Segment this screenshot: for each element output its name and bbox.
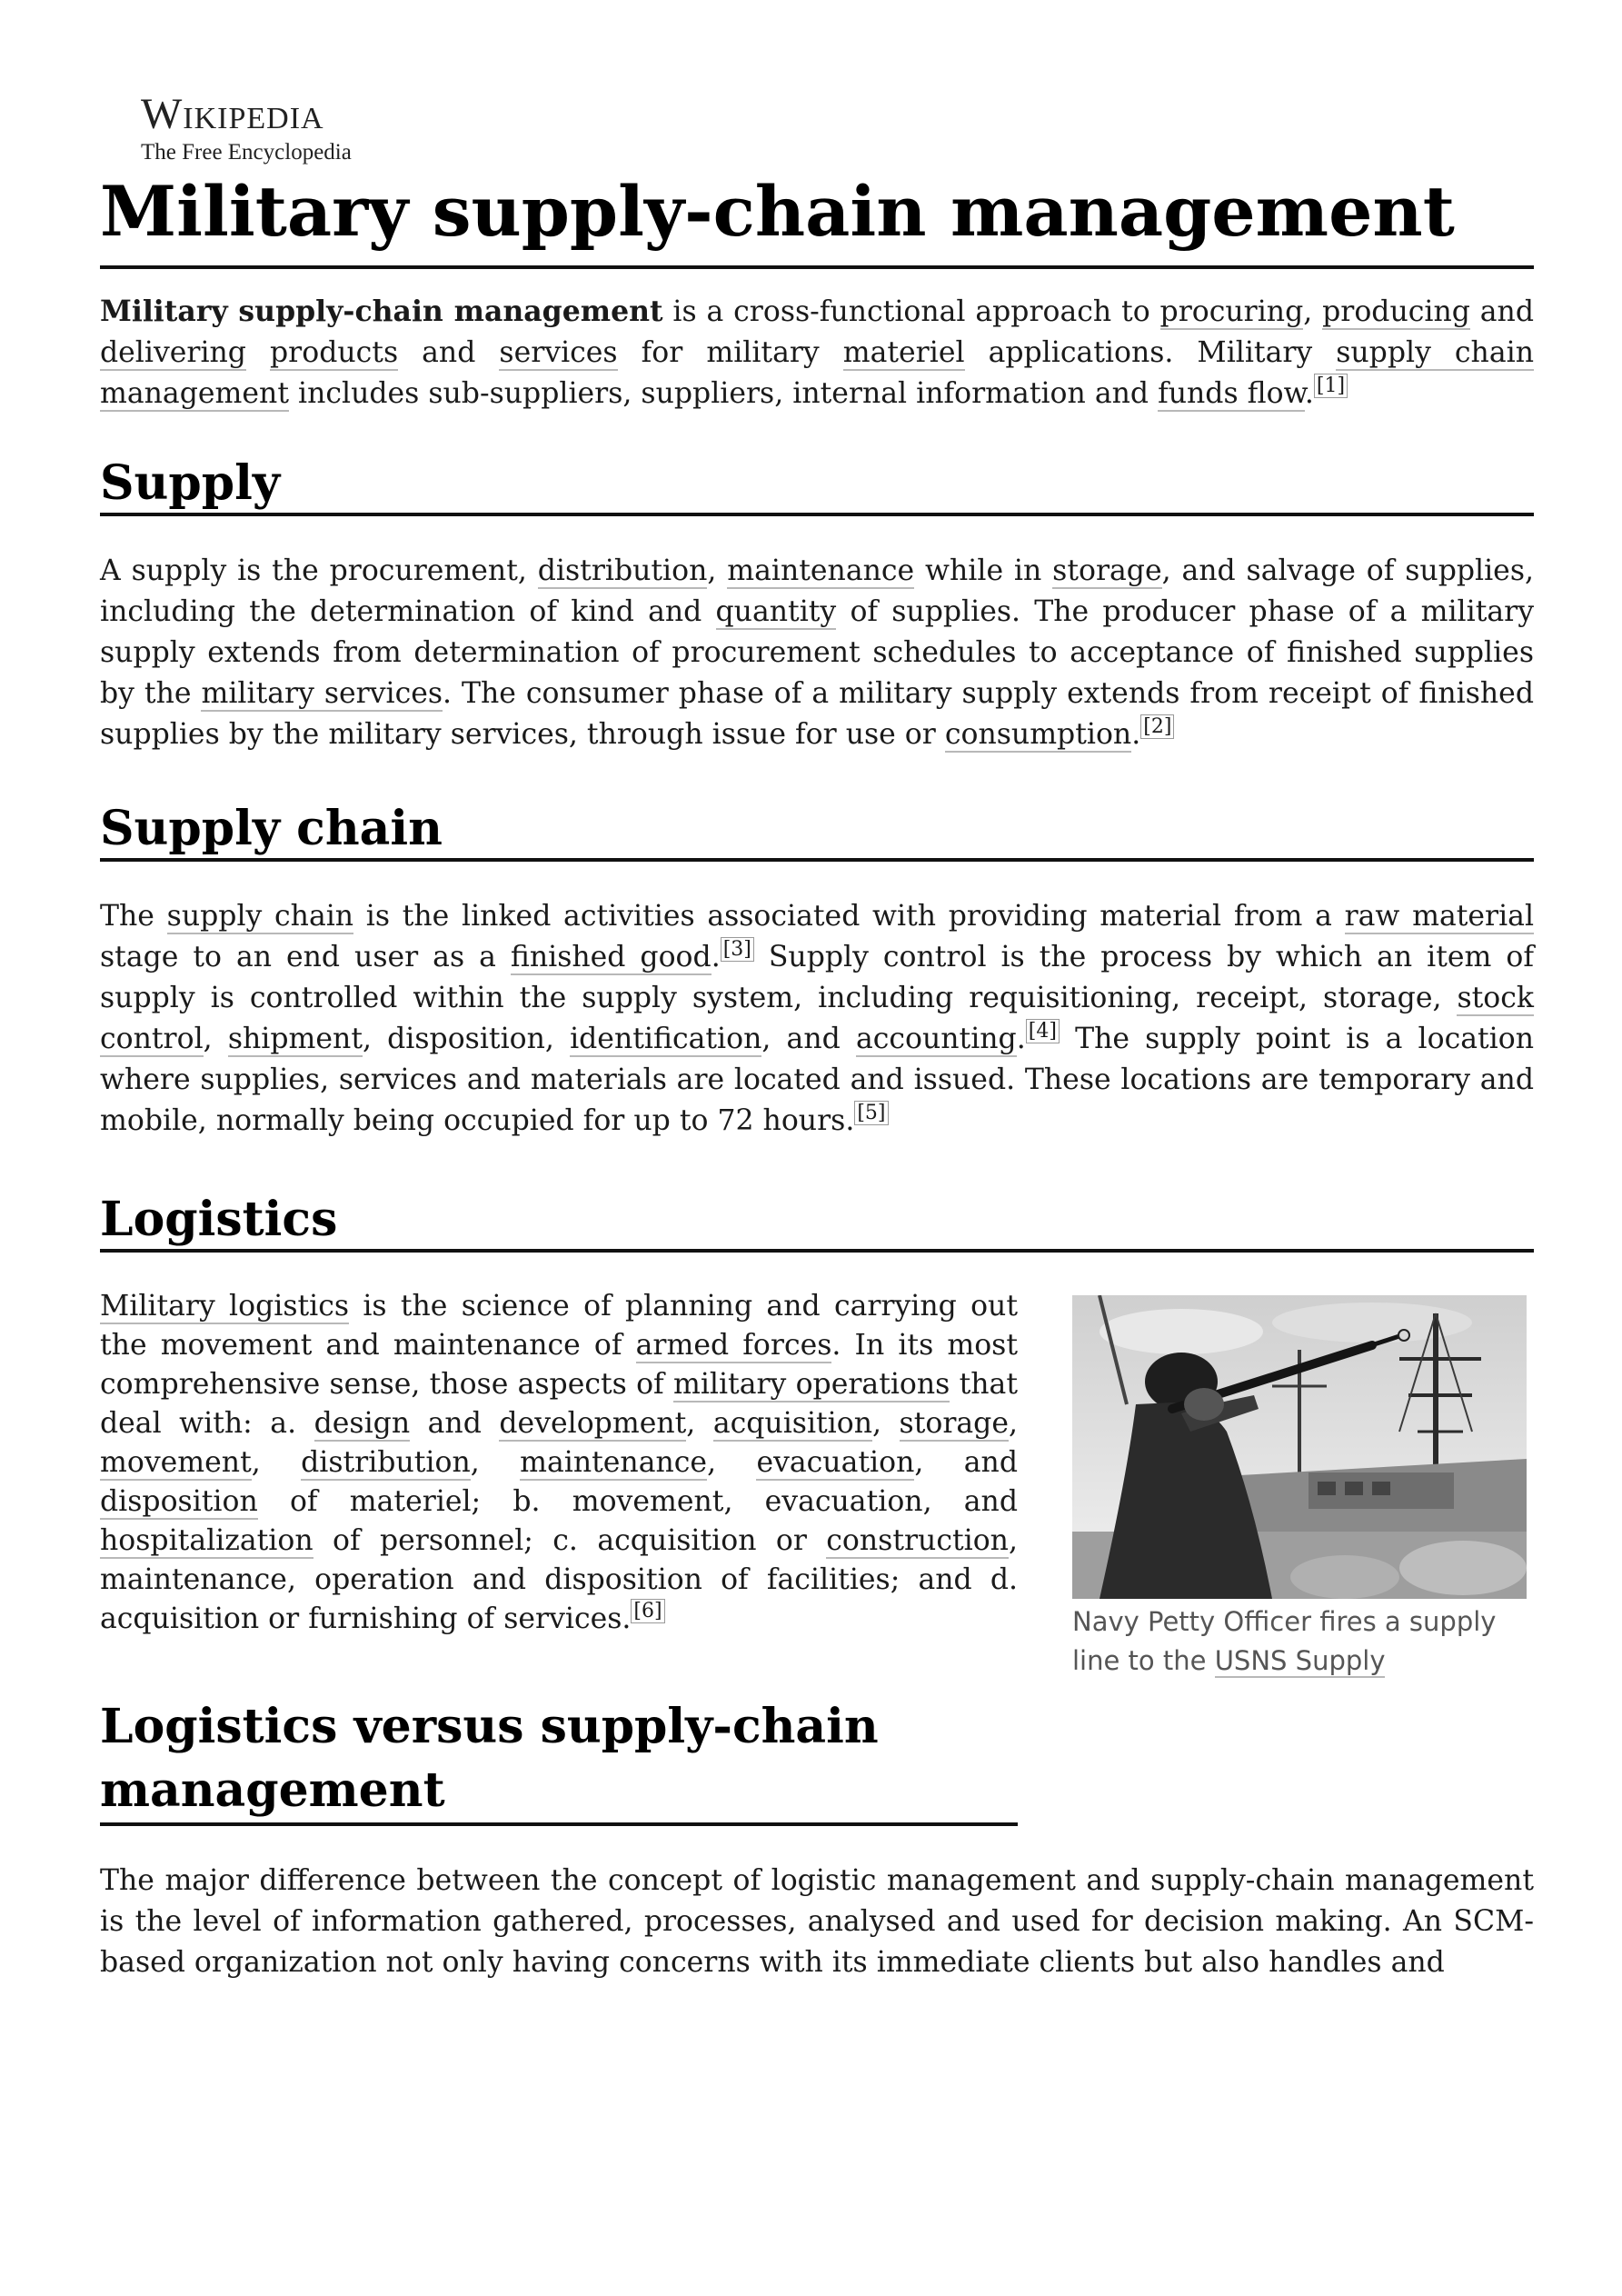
text: , bbox=[251, 1446, 302, 1479]
text: Navy Petty Officer fires a supply line to the bbox=[1072, 1606, 1497, 1676]
heading-logistics-vs-scm: Logistics versus supply-chain management bbox=[100, 1695, 1018, 1826]
reference-3[interactable]: [3] bbox=[721, 937, 754, 962]
text: stage to an end user as a bbox=[100, 941, 511, 973]
text bbox=[246, 336, 270, 369]
logistics-vs-scm-paragraph: The major difference between the concept of logistic management and supply-chain management is the level of information gathered, processes, analysed and used for decision making. An SCM-based organization not only having concerns with its immediate clients but also handles and bbox=[100, 1864, 1534, 1979]
heading-supply-chain: Supply chain bbox=[100, 800, 1534, 862]
text: includes sub-suppliers, suppliers, internal information and bbox=[288, 377, 1159, 410]
link-stock-control[interactable]: stock control bbox=[100, 982, 1534, 1055]
text: . bbox=[1016, 1023, 1026, 1055]
link-development[interactable]: development bbox=[499, 1407, 687, 1440]
supply-section bbox=[100, 454, 1534, 755]
link-evacuation[interactable]: evacuation bbox=[756, 1446, 915, 1479]
text: . In its most comprehensive sense, those aspects of bbox=[100, 1329, 1018, 1401]
text: of materiel; b. movement, evacuation, and bbox=[257, 1485, 1018, 1518]
text: A supply is the procurement, bbox=[100, 554, 538, 587]
text: and bbox=[1469, 295, 1535, 328]
page-title: Military supply-chain management bbox=[100, 162, 1534, 269]
reference-2[interactable]: [2] bbox=[1140, 714, 1174, 739]
text: applications. Military bbox=[964, 336, 1337, 369]
text: of supplies. The producer phase of a military supply extends from determination of procurement schedules to acceptance of finished supplies by the bbox=[100, 595, 1534, 710]
text: . The consumer phase of a military supply extends from receipt of finished supplies by the military services, through issue for use or bbox=[100, 677, 1534, 751]
link-consumption[interactable]: consumption bbox=[944, 718, 1132, 751]
intro-section bbox=[100, 291, 1534, 414]
text: is a cross-functional approach to bbox=[662, 295, 1160, 328]
text: The supply point is a location where supplies, services and materials are located and issued. These locations are temporary and mobile, normally being occupied for up to 72 hours. bbox=[100, 1023, 1534, 1137]
figure-caption bbox=[1072, 1602, 1527, 1681]
link-products[interactable]: products bbox=[270, 336, 399, 369]
link-armed-forces[interactable]: armed forces bbox=[635, 1329, 832, 1362]
link-funds-flow[interactable]: funds flow bbox=[1158, 377, 1305, 410]
link-quantity[interactable]: quantity bbox=[715, 595, 837, 628]
link-storage[interactable]: storage bbox=[899, 1407, 1009, 1440]
reference-4[interactable]: [4] bbox=[1026, 1019, 1060, 1043]
logistics-paragraph bbox=[100, 1287, 1018, 1639]
link-disposition[interactable]: disposition bbox=[100, 1485, 258, 1518]
link-military-operations[interactable]: military operations bbox=[672, 1368, 950, 1401]
logo-wordmark: Wikipedia bbox=[141, 90, 324, 138]
supply-chain-paragraph bbox=[100, 896, 1534, 1142]
text: and bbox=[410, 1407, 500, 1440]
text: is the linked activities associated with providing material from a bbox=[353, 900, 1345, 933]
link-storage[interactable]: storage bbox=[1052, 554, 1162, 587]
text: , bbox=[1008, 1407, 1018, 1440]
wikipedia-logo[interactable] bbox=[141, 91, 432, 165]
supply-chain-section bbox=[100, 800, 1534, 1142]
link-movement[interactable]: movement bbox=[100, 1446, 252, 1479]
reference-6[interactable]: [6] bbox=[631, 1599, 664, 1623]
text: , bbox=[203, 1023, 228, 1055]
link-supply-chain-management[interactable]: supply chain management bbox=[100, 336, 1534, 410]
link-finished-good[interactable]: finished good bbox=[510, 941, 711, 973]
reference-1[interactable]: [1] bbox=[1314, 374, 1348, 398]
heading-supply: Supply bbox=[100, 454, 1534, 516]
text: , disposition, bbox=[362, 1023, 571, 1055]
intro-paragraph bbox=[100, 291, 1534, 414]
figure-navy-supply-line bbox=[1072, 1295, 1527, 1681]
link-military-logistics[interactable]: Military logistics bbox=[100, 1290, 350, 1323]
link-design[interactable]: design bbox=[313, 1407, 411, 1440]
text: , bbox=[707, 1446, 757, 1479]
logistics-vs-scm-section bbox=[100, 1695, 1534, 1983]
text: The bbox=[100, 900, 167, 933]
link-hospitalization[interactable]: hospitalization bbox=[100, 1524, 313, 1557]
heading-logistics: Logistics bbox=[100, 1191, 1534, 1253]
reference-5[interactable]: [5] bbox=[854, 1101, 888, 1125]
link-distribution[interactable]: distribution bbox=[301, 1446, 471, 1479]
link-construction[interactable]: construction bbox=[826, 1524, 1009, 1557]
text: and bbox=[398, 336, 500, 369]
text: is the science of planning and carrying out the movement and maintenance of bbox=[100, 1290, 1018, 1362]
text: , and bbox=[761, 1023, 856, 1055]
text: , bbox=[1303, 295, 1323, 328]
supply-paragraph bbox=[100, 551, 1534, 755]
intro-bold-term: Military supply-chain management bbox=[100, 294, 663, 328]
link-shipment[interactable]: shipment bbox=[227, 1023, 363, 1055]
logo-tagline: The Free Encyclopedia bbox=[141, 140, 352, 165]
link-supply-chain[interactable]: supply chain bbox=[166, 900, 354, 933]
link-services[interactable]: services bbox=[499, 336, 618, 369]
text: , bbox=[470, 1446, 521, 1479]
text: of personnel; c. acquisition or bbox=[313, 1524, 827, 1557]
text: Supply control is the process by which an item of supply is controlled within the supply system, including requisitioning, receipt, storage, bbox=[100, 941, 1535, 1014]
link-raw-material[interactable]: raw material bbox=[1344, 900, 1535, 933]
link-maintenance[interactable]: maintenance bbox=[520, 1446, 708, 1479]
navy-supply-line-photo[interactable] bbox=[1072, 1295, 1527, 1599]
link-procuring[interactable]: procuring bbox=[1159, 295, 1304, 328]
link-acquisition[interactable]: acquisition bbox=[712, 1407, 873, 1440]
link-military-services[interactable]: military services bbox=[201, 677, 443, 710]
link-accounting[interactable]: accounting bbox=[855, 1023, 1017, 1055]
text: , and salvage of supplies, including the determination of kind and bbox=[100, 554, 1534, 628]
link-usns-supply[interactable]: USNS Supply bbox=[1214, 1645, 1386, 1676]
link-producing[interactable]: producing bbox=[1322, 295, 1470, 328]
text: . bbox=[1131, 718, 1141, 751]
link-identification[interactable]: identification bbox=[570, 1023, 762, 1055]
text: , bbox=[872, 1407, 900, 1440]
link-distribution[interactable]: distribution bbox=[537, 554, 708, 587]
text: . bbox=[1304, 377, 1314, 410]
text: for military bbox=[617, 336, 843, 369]
text: , and bbox=[914, 1446, 1018, 1479]
link-materiel[interactable]: materiel bbox=[842, 336, 965, 369]
link-maintenance[interactable]: maintenance bbox=[727, 554, 915, 587]
text: that deal with: a. bbox=[100, 1368, 1018, 1440]
text: , bbox=[707, 554, 728, 587]
text: , bbox=[686, 1407, 713, 1440]
text: while in bbox=[914, 554, 1053, 587]
text: , maintenance, operation and disposition of facilities; and d. acquisition or furnishing of services. bbox=[100, 1524, 1018, 1635]
text: . bbox=[711, 941, 721, 973]
link-delivering[interactable]: delivering bbox=[100, 336, 246, 369]
